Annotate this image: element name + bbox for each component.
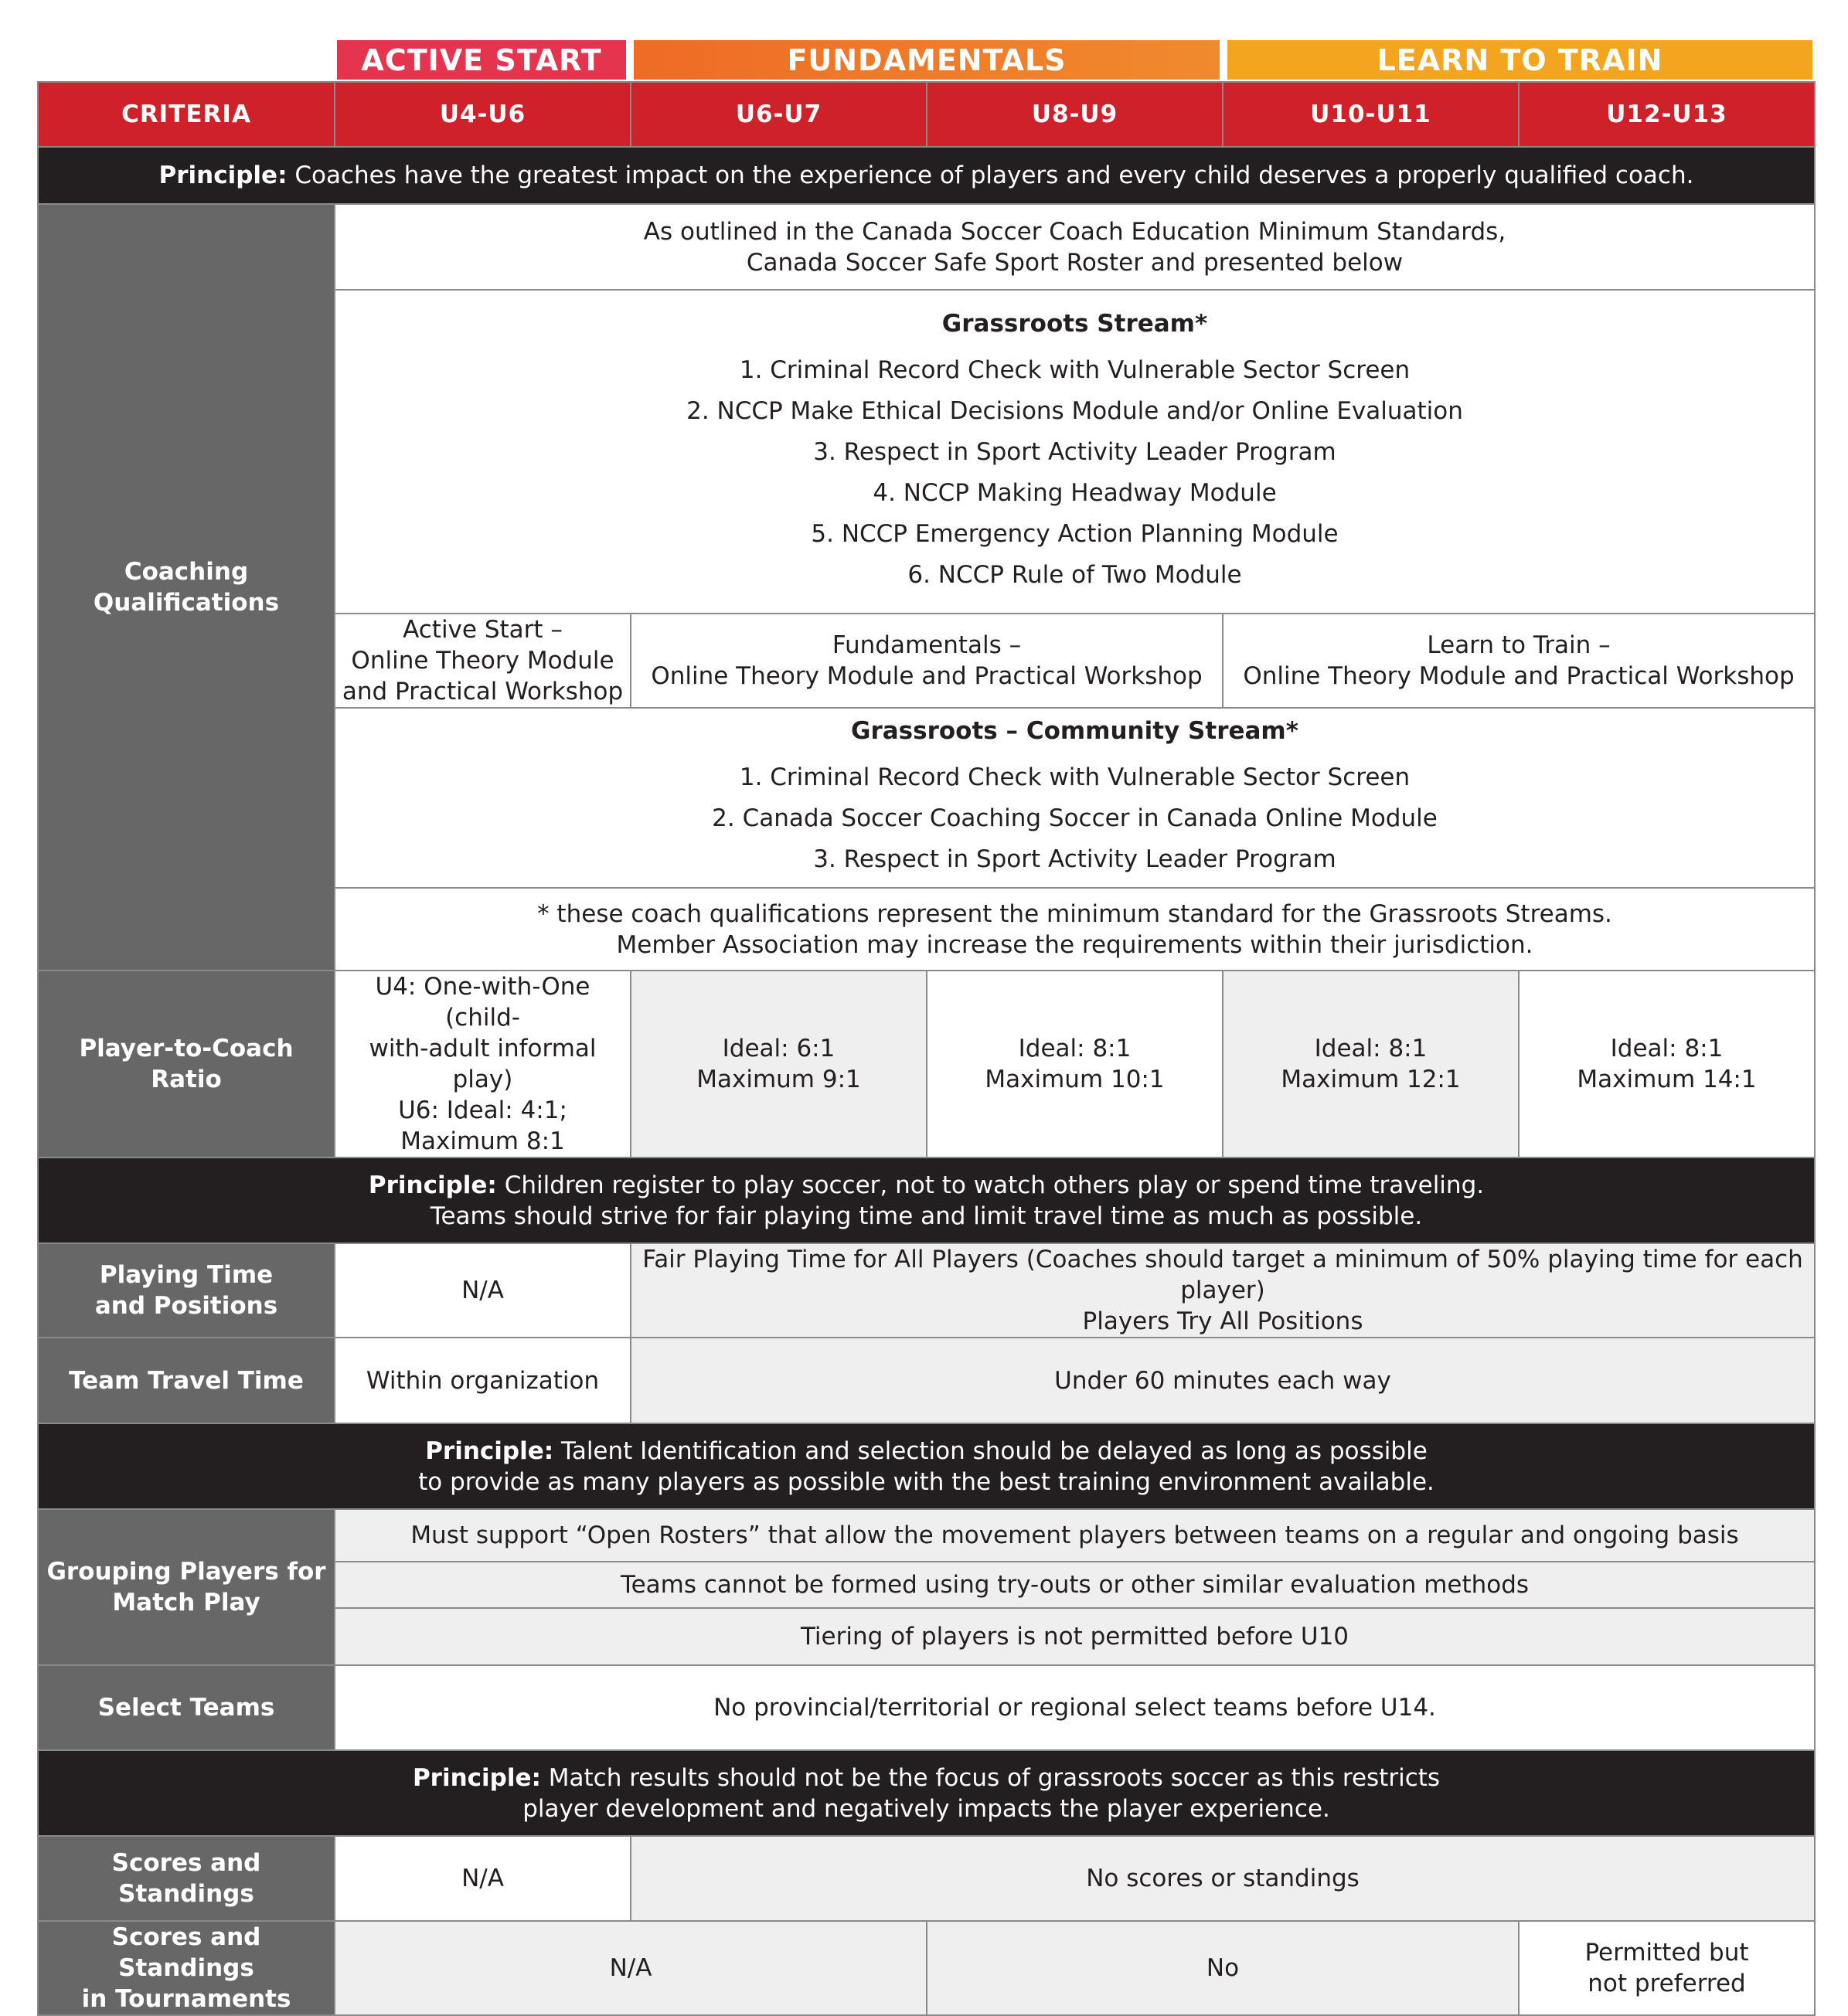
tournaments-line: not preferred (1588, 1970, 1746, 1997)
ratio-u8-u9 (927, 971, 1223, 1158)
scores-row (38, 1836, 1815, 1921)
module-line: Fundamentals – (832, 631, 1022, 659)
principle-text: Talent Identification and selection should be delayed as long as possible (561, 1436, 1428, 1465)
principle-line: to provide as many players as possible with the best training environment available. (418, 1467, 1434, 1496)
principle-label: Principle: (158, 161, 288, 189)
list-item: 2. NCCP Make Ethical Decisions Module and/or Online Evaluation (686, 396, 1463, 425)
grassroots-stream-title: Grassroots Stream* (941, 309, 1208, 338)
tournaments-u4-u7: N/A (335, 1921, 927, 2015)
principle-label: Principle: (368, 1171, 497, 1199)
module-line: Online Theory Module (351, 647, 614, 675)
list-item: 1. Criminal Record Check with Vulnerable Sector Screen (739, 763, 1411, 791)
playing-time-u6-u13 (631, 1243, 1815, 1338)
playing-time-line: Fair Playing Time for All Players (Coaches should target a minimum of 50% playing time for each player) (642, 1246, 1803, 1304)
principle-row-2 (38, 1158, 1815, 1243)
travel-row (38, 1338, 1815, 1423)
outline-line: Canada Soccer Safe Sport Roster and presented below (746, 248, 1404, 277)
list-item: 6. NCCP Rule of Two Module (907, 560, 1242, 589)
note-line: * these coach qualifications represent the minimum standard for the Grassroots Streams. (537, 899, 1612, 928)
criteria-label-line: Grouping Players for (46, 1558, 326, 1586)
ratio-ideal: Ideal: 8:1 (1314, 1035, 1428, 1062)
principle-2 (38, 1158, 1815, 1243)
principle-label: Principle: (412, 1763, 541, 1792)
travel-u6-u13: Under 60 minutes each way (631, 1338, 1815, 1423)
grouping-no-tiering: Tiering of players is not permitted before U10 (335, 1608, 1815, 1665)
grassroots-stream (335, 290, 1815, 614)
active-start-module (335, 614, 631, 708)
outline-line: As outlined in the Canada Soccer Coach Education Minimum Standards, (643, 217, 1506, 246)
ratio-line: U6: Ideal: 4:1; (398, 1096, 567, 1124)
principle-line (43, 1763, 1809, 1793)
header-row (38, 82, 1815, 147)
list-item: 3. Respect in Sport Activity Leader Program (813, 437, 1336, 466)
ratio-u12-u13 (1519, 971, 1815, 1158)
principle-text: Children register to play soccer, not to watch others play or spend time traveling. (504, 1171, 1485, 1199)
criteria-label-line: Scores and Standings (111, 1923, 261, 1982)
coaching-outline (335, 204, 1815, 290)
principle-row-1 (38, 147, 1815, 204)
criteria-scores-standings: Scores and Standings (38, 1836, 335, 1921)
criteria-grouping-players (38, 1509, 335, 1665)
criteria-label-line: Match Play (112, 1589, 260, 1617)
ratio-u6-u7 (631, 971, 927, 1158)
playing-time-line: Players Try All Positions (1082, 1307, 1363, 1335)
criteria-label-line: and Positions (94, 1292, 278, 1320)
module-line: Online Theory Module and Practical Workshop (1243, 662, 1795, 690)
list-item: 3. Respect in Sport Activity Leader Program (813, 845, 1336, 873)
ratio-max: Maximum 14:1 (1577, 1066, 1757, 1093)
header-u6-u7: U6-U7 (631, 82, 927, 147)
header-u12-u13: U12-U13 (1519, 82, 1815, 147)
module-line: and Practical Workshop (342, 678, 624, 705)
grouping-open-rosters: Must support “Open Rosters” that allow the movement players between teams on a regular and ongoing basis (335, 1509, 1815, 1562)
header-u10-u11: U10-U11 (1223, 82, 1519, 147)
ratio-max: Maximum 9:1 (696, 1066, 861, 1093)
criteria-label-line: Qualifications (93, 589, 280, 617)
module-line: Active Start – (403, 616, 563, 644)
tournaments-u8-u11: No (927, 1921, 1519, 2015)
list-item: 5. NCCP Emergency Action Planning Module (811, 519, 1339, 548)
ratio-line: U4: One-with-One (child- (375, 973, 590, 1032)
criteria-coaching-qualifications (38, 204, 335, 971)
ratio-max: Maximum 12:1 (1281, 1066, 1461, 1093)
criteria-select-teams: Select Teams (38, 1665, 335, 1750)
stage-learn-to-train: LEARN TO TRAIN (1227, 40, 1812, 80)
ratio-line: with-adult informal play) (369, 1035, 597, 1093)
travel-u4-u6: Within organization (335, 1338, 631, 1423)
principle-label: Principle: (425, 1436, 554, 1465)
principle-text: Coaches have the greatest impact on the experience of players and every child deserves a properly qualified coach. (294, 161, 1694, 189)
standards-table (37, 81, 1816, 2016)
select-teams-row (38, 1665, 1815, 1750)
stage-fundamentals: FUNDAMENTALS (634, 40, 1220, 80)
select-teams-value: No provincial/territorial or regional select teams before U14. (335, 1665, 1815, 1750)
header-criteria: CRITERIA (38, 82, 335, 147)
module-line: Online Theory Module and Practical Workshop (651, 662, 1203, 690)
learn-to-train-module (1223, 614, 1815, 708)
ratio-u4-u6 (335, 971, 631, 1158)
stage-active-start: ACTIVE START (337, 40, 626, 80)
playing-time-u4-u6: N/A (335, 1243, 631, 1338)
header-u8-u9: U8-U9 (927, 82, 1223, 147)
principle-3 (38, 1423, 1815, 1509)
ratio-ideal: Ideal: 8:1 (1018, 1035, 1132, 1062)
criteria-team-travel-time: Team Travel Time (38, 1338, 335, 1423)
fundamentals-module (631, 614, 1223, 708)
module-line: Learn to Train – (1427, 631, 1611, 659)
principle-text: Match results should not be the focus of grassroots soccer as this restricts (548, 1763, 1441, 1792)
ratio-ideal: Ideal: 6:1 (722, 1035, 836, 1062)
community-stream (335, 708, 1815, 888)
scores-u4-u6: N/A (335, 1836, 631, 1921)
principle-1 (38, 147, 1815, 204)
ratio-row (38, 971, 1815, 1158)
list-item: 2. Canada Soccer Coaching Soccer in Canada Online Module (712, 804, 1438, 832)
header-u4-u6: U4-U6 (335, 82, 631, 147)
principle-4 (38, 1750, 1815, 1836)
tournaments-u12-u13 (1519, 1921, 1815, 2015)
principle-line (43, 1436, 1809, 1467)
tournaments-line: Permitted but (1584, 1939, 1749, 1967)
playing-time-row (38, 1243, 1815, 1338)
ratio-u10-u11 (1223, 971, 1519, 1158)
note-line: Member Association may increase the requirements within their jurisdiction. (616, 930, 1533, 959)
grouping-row-1 (38, 1509, 1815, 1562)
ratio-line: Maximum 8:1 (400, 1127, 565, 1155)
ratio-ideal: Ideal: 8:1 (1610, 1035, 1724, 1062)
coaching-outline-row (38, 204, 1815, 290)
ratio-max: Maximum 10:1 (985, 1066, 1165, 1093)
list-item: 1. Criminal Record Check with Vulnerable Sector Screen (739, 355, 1411, 384)
list-item: 4. NCCP Making Headway Module (873, 478, 1277, 507)
criteria-label-line: Coaching (124, 558, 249, 586)
tournaments-row (38, 1921, 1815, 2015)
criteria-playing-time (38, 1243, 335, 1338)
criteria-label-line: in Tournaments (81, 1985, 291, 2013)
principle-row-4 (38, 1750, 1815, 1836)
criteria-label-line: Playing Time (99, 1261, 274, 1289)
grouping-no-tryouts: Teams cannot be formed using try-outs or other similar evaluation methods (335, 1562, 1815, 1608)
criteria-scores-tournaments (38, 1921, 335, 2015)
principle-line (43, 1170, 1809, 1201)
principle-line: player development and negatively impacts the player experience. (522, 1794, 1330, 1823)
community-stream-title: Grassroots – Community Stream* (851, 717, 1298, 745)
coaching-note (335, 888, 1815, 971)
scores-u6-u13: No scores or standings (631, 1836, 1815, 1921)
criteria-player-to-coach-ratio: Player-to-Coach Ratio (38, 971, 335, 1158)
principle-line: Teams should strive for fair playing time and limit travel time as much as possible. (430, 1202, 1423, 1230)
principle-row-3 (38, 1423, 1815, 1509)
